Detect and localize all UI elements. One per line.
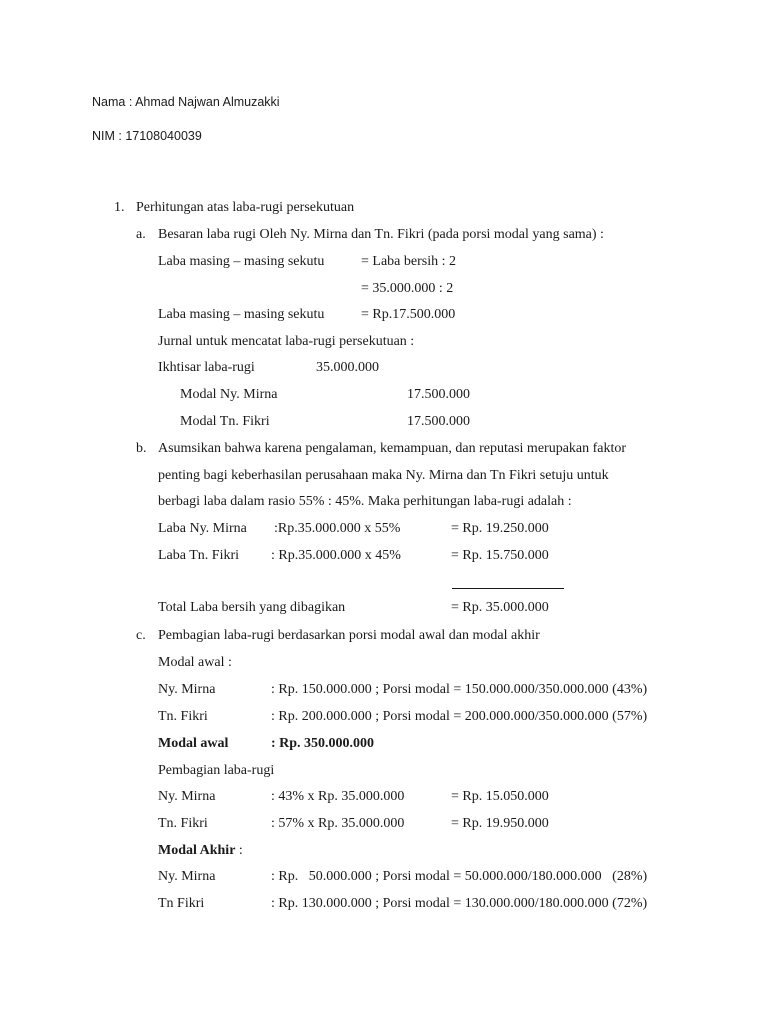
akhir-row1-value: : Rp. 50.000.000 ; Porsi modal = 50.000.000/180.000.000 (28%)	[271, 869, 648, 884]
pembagian-row1-calc: : 43% x Rp. 35.000.000	[271, 789, 405, 804]
journal-credit2-label: Modal Tn. Fikri	[180, 414, 270, 429]
item-b-row2-result: = Rp. 15.750.000	[451, 548, 549, 563]
item-a-row1-value: = Laba bersih : 2	[361, 254, 456, 269]
item-b-row2-calc: : Rp.35.000.000 x 45%	[271, 548, 401, 563]
item-b-letter: b.	[136, 441, 147, 456]
item-b-row1-result: = Rp. 19.250.000	[451, 521, 549, 536]
pembagian-row1-result: = Rp. 15.050.000	[451, 789, 549, 804]
item-a-letter: a.	[136, 227, 146, 242]
journal-credit2-amount: 17.500.000	[407, 414, 470, 429]
item-c-title: Pembagian laba-rugi berdasarkan porsi modal awal dan modal akhir	[158, 628, 540, 643]
awal-row2-value: : Rp. 200.000.000 ; Porsi modal = 200.000.000/350.000.000 (57%)	[271, 709, 648, 724]
journal-credit1-label: Modal Ny. Mirna	[180, 387, 278, 402]
modal-akhir-heading: Modal Akhir	[158, 843, 236, 858]
student-nim: NIM : 17108040039	[92, 129, 202, 143]
modal-akhir-colon: :	[235, 843, 243, 858]
awal-total-value: : Rp. 350.000.000	[271, 736, 375, 751]
awal-row1-label: Ny. Mirna	[158, 682, 216, 697]
awal-total-label: Modal awal	[158, 736, 229, 751]
item-b-total-label: Total Laba bersih yang dibagikan	[158, 600, 346, 615]
item-b-row1-label: Laba Ny. Mirna	[158, 521, 247, 536]
journal-debit-amount: 35.000.000	[316, 360, 379, 375]
item-a-row3-value: = Rp.17.500.000	[361, 307, 456, 322]
pembagian-heading: Pembagian laba-rugi	[158, 763, 275, 778]
awal-row2-label: Tn. Fikri	[158, 709, 208, 724]
item-b-paragraph-line2: penting bagi keberhasilan perusahaan maka Ny. Mirna dan Tn Fikri setuju untuk	[158, 468, 609, 483]
item-b-total-result: = Rp. 35.000.000	[451, 600, 549, 615]
journal-credit1-amount: 17.500.000	[407, 387, 470, 402]
item-a-row3-label: Laba masing – masing sekutu	[158, 307, 325, 322]
akhir-row2-label: Tn Fikri	[158, 896, 205, 911]
item-b-paragraph-line1: Asumsikan bahwa karena pengalaman, kemampuan, dan reputasi merupakan faktor	[158, 441, 627, 456]
item-b-row1-calc: :Rp.35.000.000 x 55%	[274, 521, 401, 536]
awal-row1-value: : Rp. 150.000.000 ; Porsi modal = 150.000.000/350.000.000 (43%)	[271, 682, 648, 697]
modal-akhir-heading-line	[158, 842, 243, 860]
journal-title: Jurnal untuk mencatat laba-rugi persekutuan :	[158, 334, 415, 349]
pembagian-row2-calc: : 57% x Rp. 35.000.000	[271, 816, 405, 831]
akhir-row2-value: : Rp. 130.000.000 ; Porsi modal = 130.000.000/180.000.000 (72%)	[271, 896, 648, 911]
pembagian-row2-result: = Rp. 19.950.000	[451, 816, 549, 831]
item-a-row2-value: = 35.000.000 : 2	[361, 281, 454, 296]
item-b-row2-label: Laba Tn. Fikri	[158, 548, 240, 563]
item-c-letter: c.	[136, 628, 146, 643]
modal-awal-heading: Modal awal :	[158, 655, 232, 670]
journal-debit-label: Ikhtisar laba-rugi	[158, 360, 255, 375]
item-b-paragraph-line3: berbagi laba dalam rasio 55% : 45%. Maka perhitungan laba-rugi adalah :	[158, 494, 572, 509]
section-title: Perhitungan atas laba-rugi persekutuan	[136, 200, 355, 215]
section-number: 1.	[114, 200, 125, 215]
akhir-row1-label: Ny. Mirna	[158, 869, 216, 884]
pembagian-row2-label: Tn. Fikri	[158, 816, 208, 831]
item-a-title: Besaran laba rugi Oleh Ny. Mirna dan Tn. Fikri (pada porsi modal yang sama) :	[158, 227, 604, 242]
pembagian-row1-label: Ny. Mirna	[158, 789, 216, 804]
sum-underline	[452, 588, 564, 589]
student-name: Nama : Ahmad Najwan Almuzakki	[92, 95, 280, 109]
item-a-row1-label: Laba masing – masing sekutu	[158, 254, 325, 269]
